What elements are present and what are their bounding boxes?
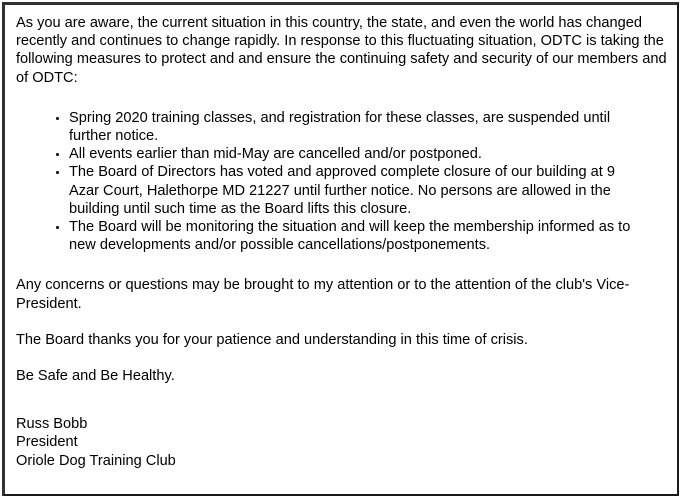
list-item: Spring 2020 training classes, and registration for these classes, are suspended until further notice. xyxy=(55,109,633,145)
spacer-after-list xyxy=(16,254,667,276)
closing-paragraph-besafe: Be Safe and Be Healthy. xyxy=(16,368,175,385)
signature-name: Russ Bobb xyxy=(16,416,88,433)
measures-list xyxy=(16,109,667,255)
spacer-after-intro xyxy=(16,87,667,109)
signature-organization: Oriole Dog Training Club xyxy=(16,452,176,469)
spacer-after-thanks xyxy=(16,349,667,367)
closing-paragraph-thanks: The Board thanks you for your patience and understanding in this time of crisis. xyxy=(16,331,528,348)
signature-block xyxy=(16,415,667,470)
intro-paragraph: As you are aware, the current situation in this country, the state, and even the world has changed recently and continues to change rapidly. In response to this fluctuating situation, ODTC is taking the following measures to protect and and ensure the continuing safety and security of our members and of ODTC: xyxy=(16,15,667,86)
list-item: The Board of Directors has voted and approved complete closure of our building at 9 Azar Court, Halethorpe MD 21227 until further notice. No persons are allowed in the building until such time as the Board lifts this closure. xyxy=(55,163,633,218)
list-item: All events earlier than mid-May are cancelled and/or postponed. xyxy=(55,145,633,163)
notice-document xyxy=(2,2,679,496)
list-item: The Board will be monitoring the situation and will keep the membership informed as to new developments and/or possible cancellations/postponements. xyxy=(55,218,633,254)
signature-title: President xyxy=(16,434,78,451)
notice-body xyxy=(5,5,677,470)
spacer-before-signature xyxy=(16,385,667,415)
spacer-after-concerns xyxy=(16,313,667,331)
closing-paragraph-concerns: Any concerns or questions may be brought to my attention or to the attention of the club's Vice-President. xyxy=(16,277,630,312)
